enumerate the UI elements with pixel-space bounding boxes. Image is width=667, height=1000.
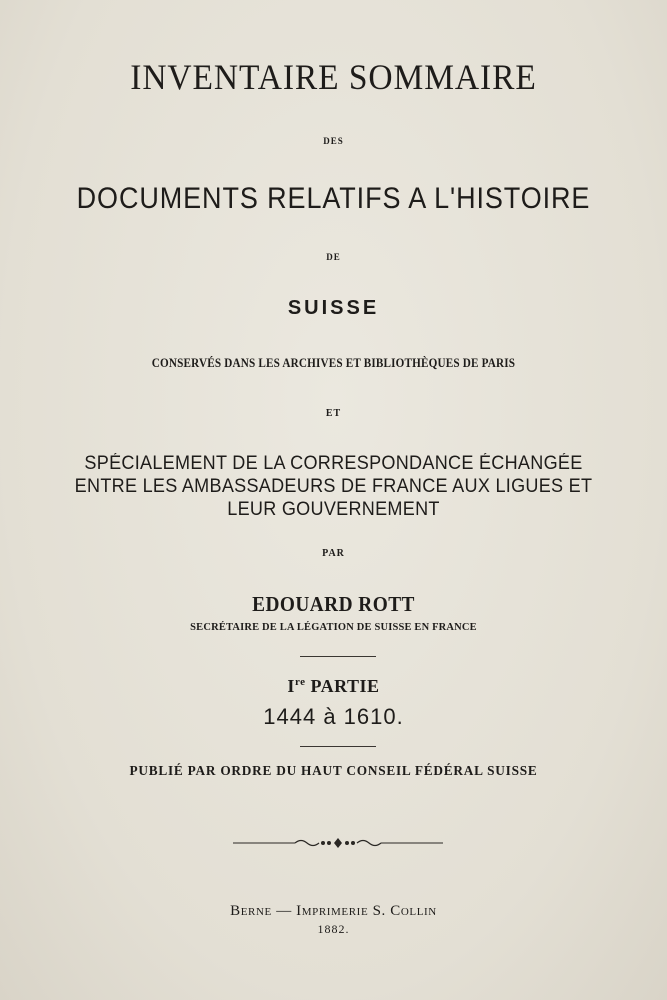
publication-note: PUBLIÉ PAR ORDRE DU HAUT CONSEIL FÉDÉRAL SUISSE [129,764,538,779]
publication-year: 1882. [317,922,350,936]
part-number-suffix: re [294,676,306,688]
connector-de: DE [326,252,341,262]
connector-et: ET [325,408,342,419]
part-label: PARTIE [310,676,380,696]
connector-par: PAR [322,548,345,559]
special-line-1: SPÉCIALEMENT DE LA CORRESPONDANCE ÉCHANGÉE [84,453,583,474]
decorative-fleuron-rule-icon [233,835,443,851]
subject-title: DOCUMENTS RELATIFS A L'HISTOIRE [76,182,591,215]
imprint: Berne — Imprimerie S. Collin [230,903,437,919]
main-title: INVENTAIRE SOMMAIRE [130,57,537,97]
special-line-2: ENTRE LES AMBASSADEURS DE FRANCE AUX LIGUES ET [74,476,593,497]
archives-note: CONSERVÉS DANS LES ARCHIVES ET BIBLIOTHÈQUES DE PARIS [151,355,516,370]
part-heading [0,676,667,697]
connector-des: DES [323,136,344,146]
author-role: SECRÉTAIRE DE LA LÉGATION DE SUISSE EN FRANCE [190,621,477,633]
part-years: 1444 à 1610. [263,704,404,729]
author-name: EDOUARD ROTT [252,592,415,616]
divider-rule-bottom [300,746,376,747]
part-number: I [287,676,295,696]
divider-rule-top [300,656,376,657]
special-line-3: LEUR GOUVERNEMENT [227,499,440,520]
country-title: SUISSE [287,297,380,319]
